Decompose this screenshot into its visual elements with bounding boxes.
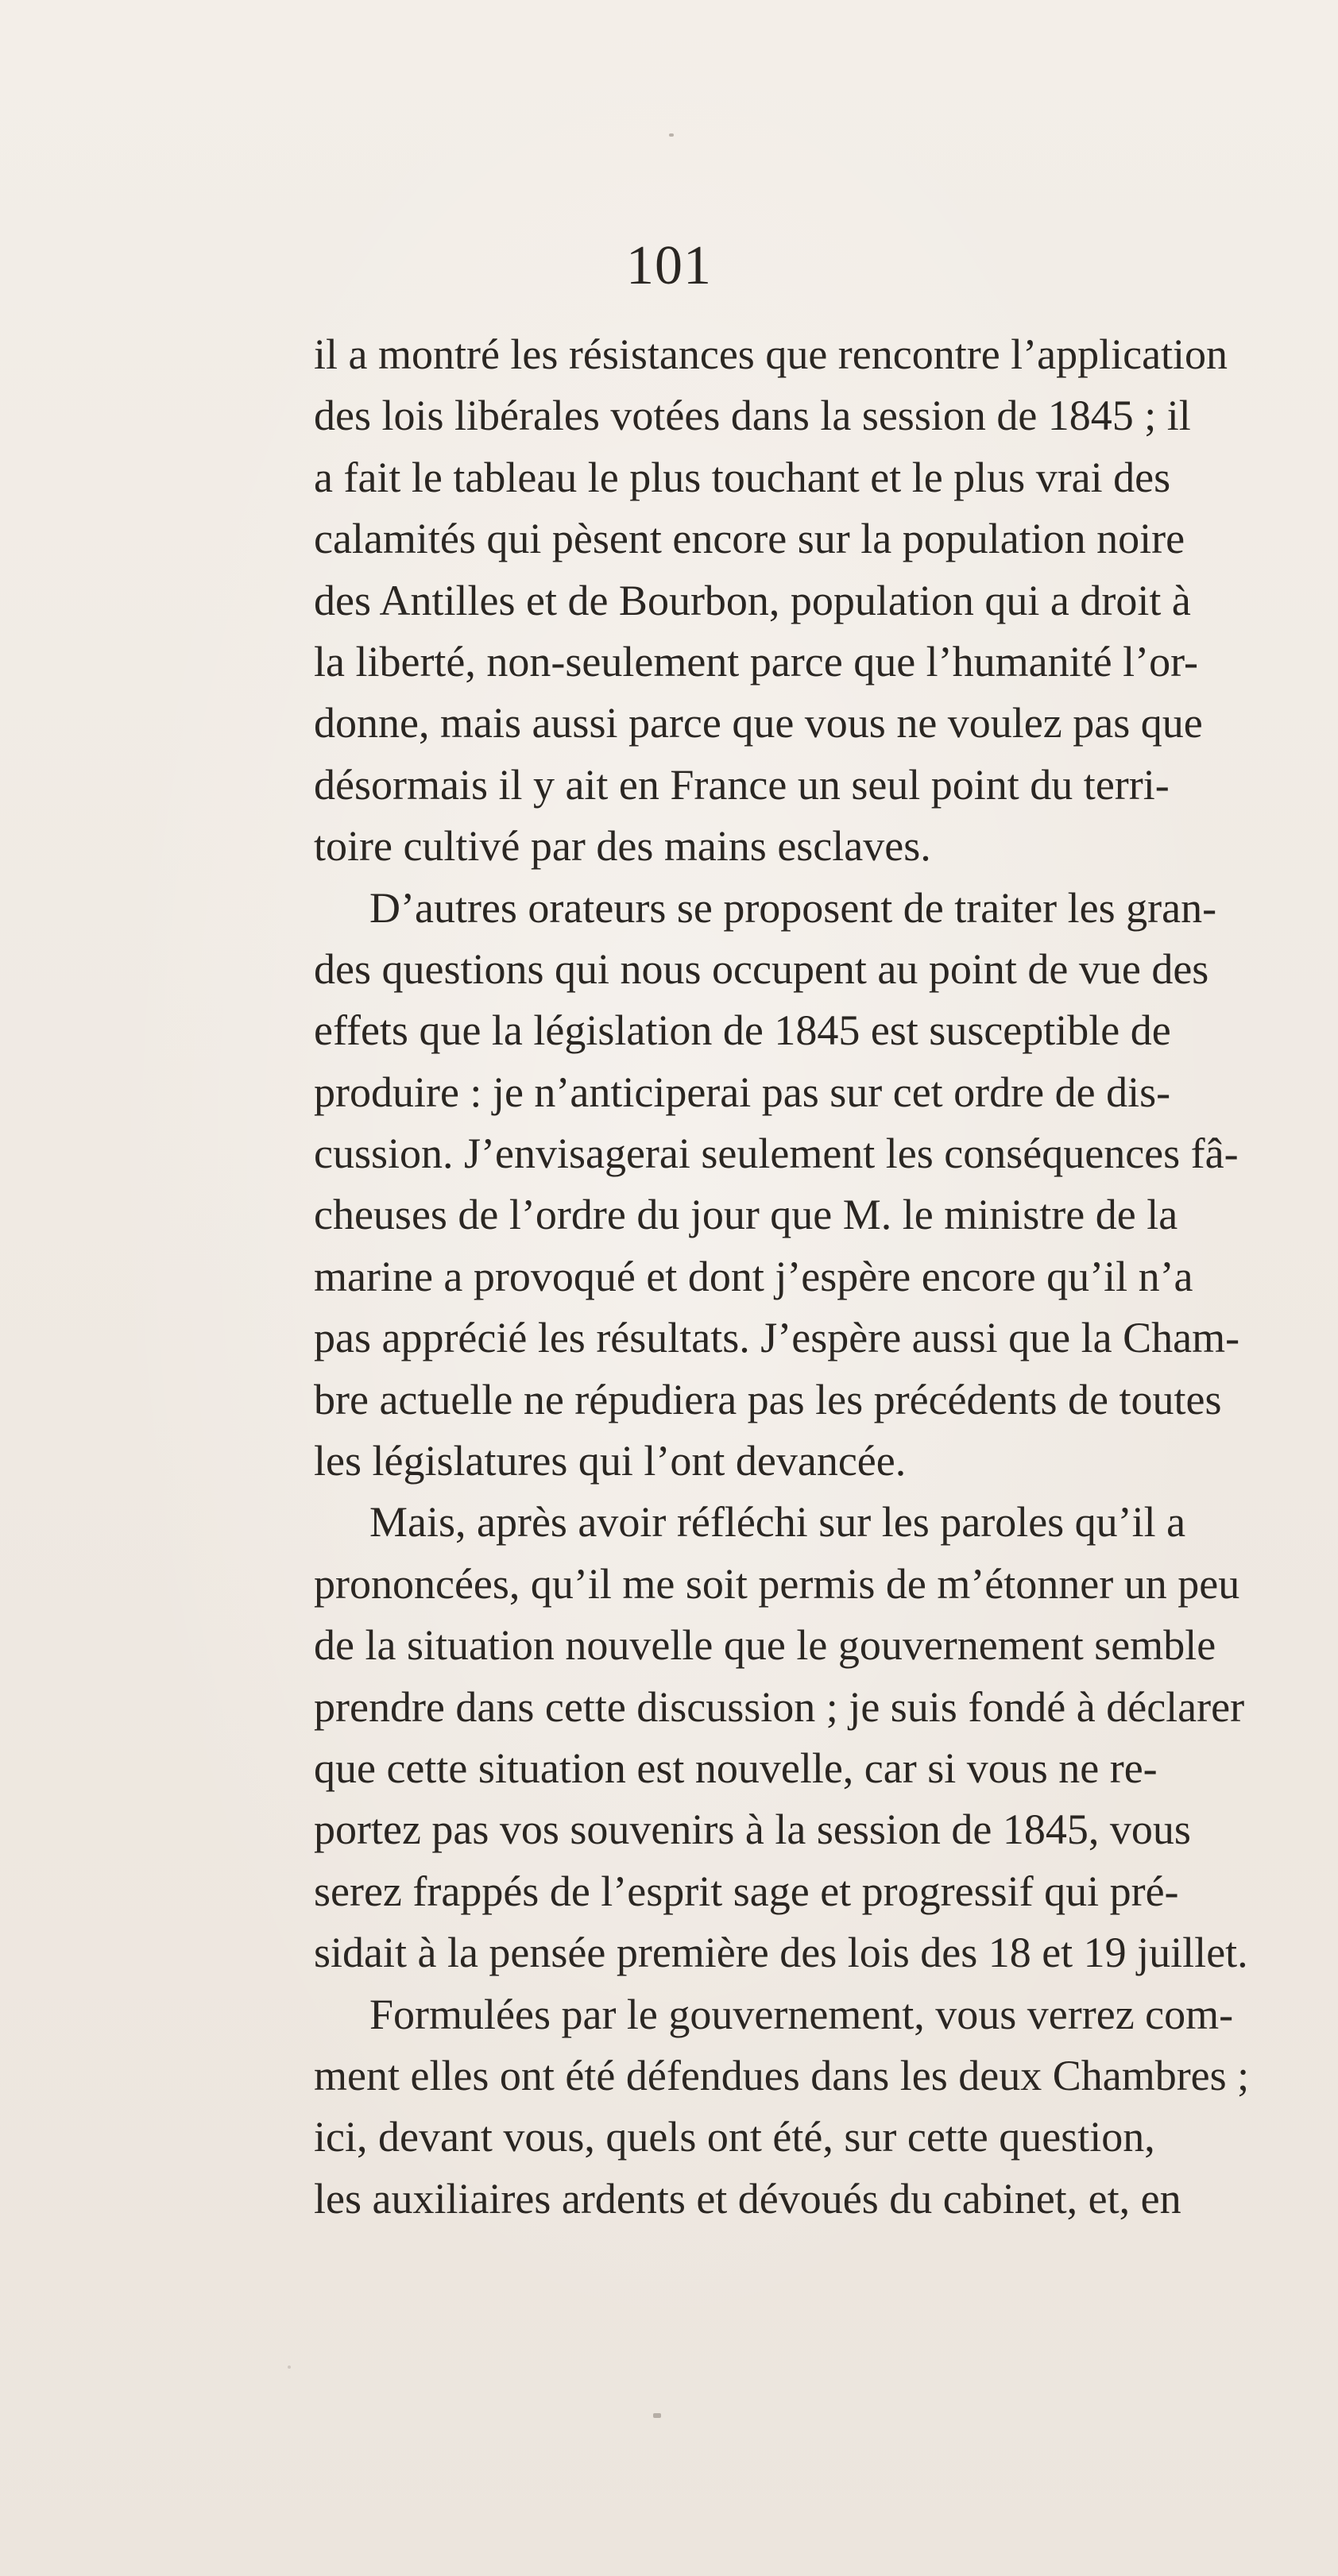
text-line: D’autres orateurs se proposent de traiter les gran- <box>369 883 1217 932</box>
text-line: des lois libérales votées dans la session de 1845 ; il <box>314 392 1191 440</box>
text-line: ici, devant vous, quels ont été, sur cette question, <box>314 2113 1155 2161</box>
text-line: produire : je n’anticiperai pas sur cet ordre de dis- <box>314 1068 1171 1116</box>
text-line: prendre dans cette discussion ; je suis fondé à déclarer <box>314 1682 1245 1731</box>
text-line: les législatures qui l’ont devancée. <box>314 1437 907 1485</box>
paragraph <box>314 1984 1250 2230</box>
text-line: de la situation nouvelle que le gouvernement semble <box>314 1621 1216 1670</box>
text-line: des Antilles et de Bourbon, population qui a droit à <box>314 576 1191 624</box>
text-line: les auxiliaires ardents et dévoués du cabinet, et, en <box>314 2174 1181 2223</box>
text-line: désormais il y ait en France un seul point du terri- <box>314 760 1170 809</box>
paper-speck <box>653 2413 661 2418</box>
text-line: des questions qui nous occupent au point de vue des <box>314 944 1209 993</box>
text-line: a fait le tableau le plus touchant et le plus vrai des <box>314 453 1171 501</box>
text-line: toire cultivé par des mains esclaves. <box>314 822 931 871</box>
text-line: effets que la législation de 1845 est susceptible de <box>314 1006 1171 1055</box>
paragraph <box>314 878 1240 1493</box>
text-line: calamités qui pèsent encore sur la population noire <box>314 515 1185 563</box>
text-line: bre actuelle ne répudiera pas les précédents de toutes <box>314 1375 1222 1423</box>
text-line: que cette situation est nouvelle, car si vous ne re- <box>314 1744 1158 1792</box>
text-line: pas apprécié les résultats. J’espère aussi que la Cham- <box>314 1314 1240 1362</box>
paragraph <box>314 1492 1248 1983</box>
paragraph <box>314 324 1228 878</box>
text-line: cheuses de l’ordre du jour que M. le ministre de la <box>314 1191 1178 1239</box>
text-line: marine a provoqué et dont j’espère encore qu’il n’a <box>314 1252 1193 1300</box>
text-line: sidait à la pensée première des lois des 18 et 19 juillet. <box>314 1929 1248 1977</box>
text-line: donne, mais aussi parce que vous ne voulez pas que <box>314 699 1203 747</box>
text-line: prononcées, qu’il me soit permis de m’étonner un peu <box>314 1559 1240 1608</box>
text-line: la liberté, non-seulement parce que l’humanité l’or- <box>314 637 1198 686</box>
text-line: portez pas vos souvenirs à la session de 1845, vous <box>314 1806 1191 1854</box>
paper-speck <box>669 133 674 137</box>
page-number: 101 <box>626 235 712 296</box>
text-line: il a montré les résistances que rencontre l’application <box>314 330 1228 378</box>
text-line: ment elles ont été défendues dans les deux Chambres ; <box>314 2051 1250 2099</box>
text-line: serez frappés de l’esprit sage et progressif qui pré- <box>314 1867 1179 1915</box>
paper-speck <box>288 2366 291 2369</box>
text-line: Mais, après avoir réfléchi sur les paroles qu’il a <box>369 1498 1186 1547</box>
body-text <box>314 324 1250 2230</box>
text-line: cussion. J’envisagerai seulement les conséquences fâ- <box>314 1130 1239 1178</box>
text-line: Formulées par le gouvernement, vous verrez com- <box>369 1990 1234 2038</box>
